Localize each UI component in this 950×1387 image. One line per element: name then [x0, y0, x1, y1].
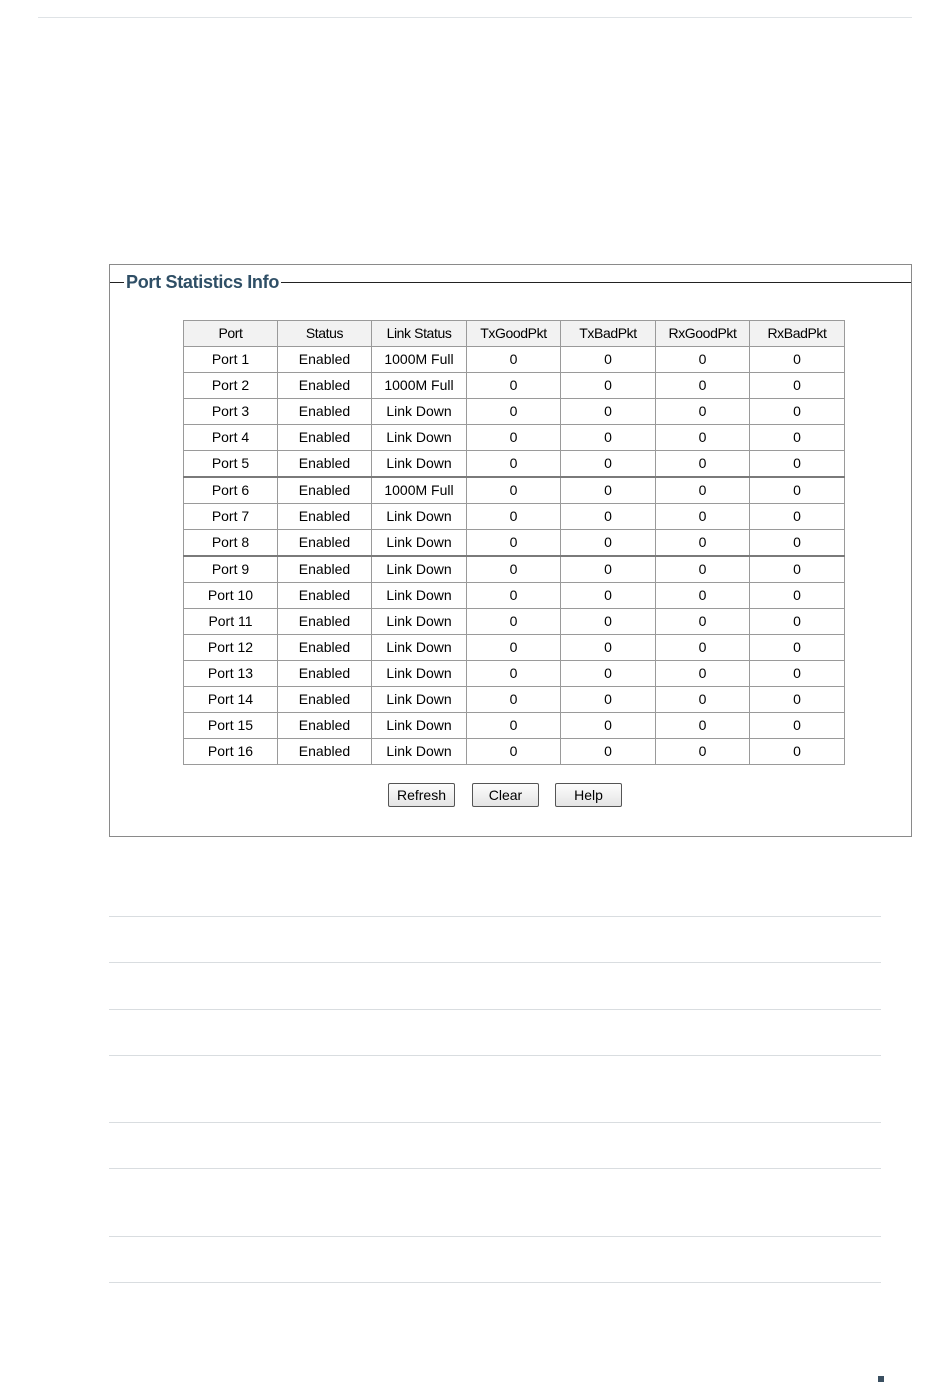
link-status-cell: Link Down: [372, 504, 467, 530]
rxgoodpkt-cell: 0: [656, 661, 750, 687]
rxbadpkt-cell: 0: [750, 687, 845, 713]
txgoodpkt-cell: 0: [467, 635, 561, 661]
txbadpkt-cell: 0: [561, 739, 656, 765]
txgoodpkt-cell: 0: [467, 477, 561, 504]
divider: [109, 1282, 881, 1283]
table-row: [184, 530, 845, 557]
status-cell: Enabled: [278, 739, 372, 765]
status-cell: Enabled: [278, 425, 372, 451]
port-cell: Port 4: [184, 425, 278, 451]
status-cell: Enabled: [278, 451, 372, 478]
column-header-txbadpkt: TxBadPkt: [561, 321, 656, 347]
txbadpkt-cell: 0: [561, 347, 656, 373]
link-status-cell: Link Down: [372, 687, 467, 713]
divider: [109, 1168, 881, 1169]
txbadpkt-cell: 0: [561, 713, 656, 739]
txgoodpkt-cell: 0: [467, 373, 561, 399]
port-cell: Port 12: [184, 635, 278, 661]
rxbadpkt-cell: 0: [750, 425, 845, 451]
column-header-link-status: Link Status: [372, 321, 467, 347]
status-cell: Enabled: [278, 635, 372, 661]
port-statistics-table: [183, 320, 845, 765]
status-cell: Enabled: [278, 347, 372, 373]
port-cell: Port 14: [184, 687, 278, 713]
status-cell: Enabled: [278, 713, 372, 739]
txbadpkt-cell: 0: [561, 425, 656, 451]
rxbadpkt-cell: 0: [750, 477, 845, 504]
link-status-cell: Link Down: [372, 451, 467, 478]
txbadpkt-cell: 0: [561, 661, 656, 687]
txgoodpkt-cell: 0: [467, 713, 561, 739]
panel-title: Port Statistics Info: [124, 269, 281, 295]
table-row: [184, 583, 845, 609]
table-row: [184, 504, 845, 530]
table-row: [184, 477, 845, 504]
txbadpkt-cell: 0: [561, 530, 656, 557]
txgoodpkt-cell: 0: [467, 530, 561, 557]
status-cell: Enabled: [278, 373, 372, 399]
rxgoodpkt-cell: 0: [656, 451, 750, 478]
port-cell: Port 3: [184, 399, 278, 425]
rxgoodpkt-cell: 0: [656, 583, 750, 609]
rxgoodpkt-cell: 0: [656, 713, 750, 739]
rxbadpkt-cell: 0: [750, 373, 845, 399]
rxbadpkt-cell: 0: [750, 530, 845, 557]
rxgoodpkt-cell: 0: [656, 425, 750, 451]
table-row: [184, 347, 845, 373]
port-cell: Port 9: [184, 556, 278, 583]
txgoodpkt-cell: 0: [467, 739, 561, 765]
txgoodpkt-cell: 0: [467, 347, 561, 373]
txgoodpkt-cell: 0: [467, 556, 561, 583]
txbadpkt-cell: 0: [561, 504, 656, 530]
link-status-cell: Link Down: [372, 713, 467, 739]
link-status-cell: 1000M Full: [372, 373, 467, 399]
table-body: [184, 347, 845, 765]
link-status-cell: Link Down: [372, 739, 467, 765]
txgoodpkt-cell: 0: [467, 583, 561, 609]
rxbadpkt-cell: 0: [750, 451, 845, 478]
table-row: [184, 687, 845, 713]
port-cell: Port 2: [184, 373, 278, 399]
table-row: [184, 635, 845, 661]
port-cell: Port 8: [184, 530, 278, 557]
link-status-cell: Link Down: [372, 609, 467, 635]
divider: [109, 962, 881, 963]
port-cell: Port 6: [184, 477, 278, 504]
port-cell: Port 10: [184, 583, 278, 609]
table-row: [184, 556, 845, 583]
link-status-cell: 1000M Full: [372, 347, 467, 373]
link-status-cell: Link Down: [372, 635, 467, 661]
status-cell: Enabled: [278, 583, 372, 609]
rxbadpkt-cell: 0: [750, 739, 845, 765]
rxbadpkt-cell: 0: [750, 635, 845, 661]
port-statistics-panel: [109, 264, 912, 837]
rxgoodpkt-cell: 0: [656, 347, 750, 373]
column-header-port: Port: [184, 321, 278, 347]
rxgoodpkt-cell: 0: [656, 399, 750, 425]
txbadpkt-cell: 0: [561, 687, 656, 713]
column-header-status: Status: [278, 321, 372, 347]
column-header-txgoodpkt: TxGoodPkt: [467, 321, 561, 347]
link-status-cell: Link Down: [372, 556, 467, 583]
rxbadpkt-cell: 0: [750, 347, 845, 373]
txbadpkt-cell: 0: [561, 635, 656, 661]
txgoodpkt-cell: 0: [467, 609, 561, 635]
link-status-cell: Link Down: [372, 425, 467, 451]
refresh-button[interactable]: Refresh: [388, 783, 455, 807]
status-cell: Enabled: [278, 399, 372, 425]
rxbadpkt-cell: 0: [750, 556, 845, 583]
table-row: [184, 609, 845, 635]
page-header-rule: [38, 17, 912, 18]
rxbadpkt-cell: 0: [750, 399, 845, 425]
port-cell: Port 7: [184, 504, 278, 530]
txbadpkt-cell: 0: [561, 451, 656, 478]
status-cell: Enabled: [278, 609, 372, 635]
txbadpkt-cell: 0: [561, 583, 656, 609]
table-header-row: [184, 321, 845, 347]
table-row: [184, 713, 845, 739]
rxbadpkt-cell: 0: [750, 713, 845, 739]
table-row: [184, 373, 845, 399]
status-cell: Enabled: [278, 687, 372, 713]
table-row: [184, 451, 845, 478]
txbadpkt-cell: 0: [561, 477, 656, 504]
table-row: [184, 399, 845, 425]
txbadpkt-cell: 0: [561, 556, 656, 583]
rxbadpkt-cell: 0: [750, 583, 845, 609]
txgoodpkt-cell: 0: [467, 399, 561, 425]
rxgoodpkt-cell: 0: [656, 609, 750, 635]
divider: [109, 1122, 881, 1123]
txbadpkt-cell: 0: [561, 399, 656, 425]
txgoodpkt-cell: 0: [467, 687, 561, 713]
page-footer-mark: [878, 1376, 884, 1382]
column-header-rxgoodpkt: RxGoodPkt: [656, 321, 750, 347]
link-status-cell: 1000M Full: [372, 477, 467, 504]
txgoodpkt-cell: 0: [467, 661, 561, 687]
rxbadpkt-cell: 0: [750, 609, 845, 635]
status-cell: Enabled: [278, 477, 372, 504]
divider: [109, 1236, 881, 1237]
table-row: [184, 425, 845, 451]
port-cell: Port 11: [184, 609, 278, 635]
rxgoodpkt-cell: 0: [656, 477, 750, 504]
button-row: [110, 783, 911, 809]
txbadpkt-cell: 0: [561, 373, 656, 399]
port-cell: Port 5: [184, 451, 278, 478]
txgoodpkt-cell: 0: [467, 451, 561, 478]
rxgoodpkt-cell: 0: [656, 530, 750, 557]
rxgoodpkt-cell: 0: [656, 504, 750, 530]
txgoodpkt-cell: 0: [467, 504, 561, 530]
link-status-cell: Link Down: [372, 661, 467, 687]
status-cell: Enabled: [278, 661, 372, 687]
rxgoodpkt-cell: 0: [656, 635, 750, 661]
divider: [109, 916, 881, 917]
link-status-cell: Link Down: [372, 399, 467, 425]
port-cell: Port 1: [184, 347, 278, 373]
rxgoodpkt-cell: 0: [656, 556, 750, 583]
link-status-cell: Link Down: [372, 530, 467, 557]
clear-button[interactable]: Clear: [472, 783, 539, 807]
port-cell: Port 16: [184, 739, 278, 765]
column-header-rxbadpkt: RxBadPkt: [750, 321, 845, 347]
status-cell: Enabled: [278, 504, 372, 530]
help-button[interactable]: Help: [555, 783, 622, 807]
rxbadpkt-cell: 0: [750, 661, 845, 687]
status-cell: Enabled: [278, 530, 372, 557]
link-status-cell: Link Down: [372, 583, 467, 609]
status-cell: Enabled: [278, 556, 372, 583]
divider: [109, 1055, 881, 1056]
txbadpkt-cell: 0: [561, 609, 656, 635]
divider: [109, 1009, 881, 1010]
port-cell: Port 15: [184, 713, 278, 739]
rxgoodpkt-cell: 0: [656, 373, 750, 399]
txgoodpkt-cell: 0: [467, 425, 561, 451]
rxgoodpkt-cell: 0: [656, 687, 750, 713]
rxbadpkt-cell: 0: [750, 504, 845, 530]
table-row: [184, 661, 845, 687]
table-row: [184, 739, 845, 765]
port-cell: Port 13: [184, 661, 278, 687]
rxgoodpkt-cell: 0: [656, 739, 750, 765]
